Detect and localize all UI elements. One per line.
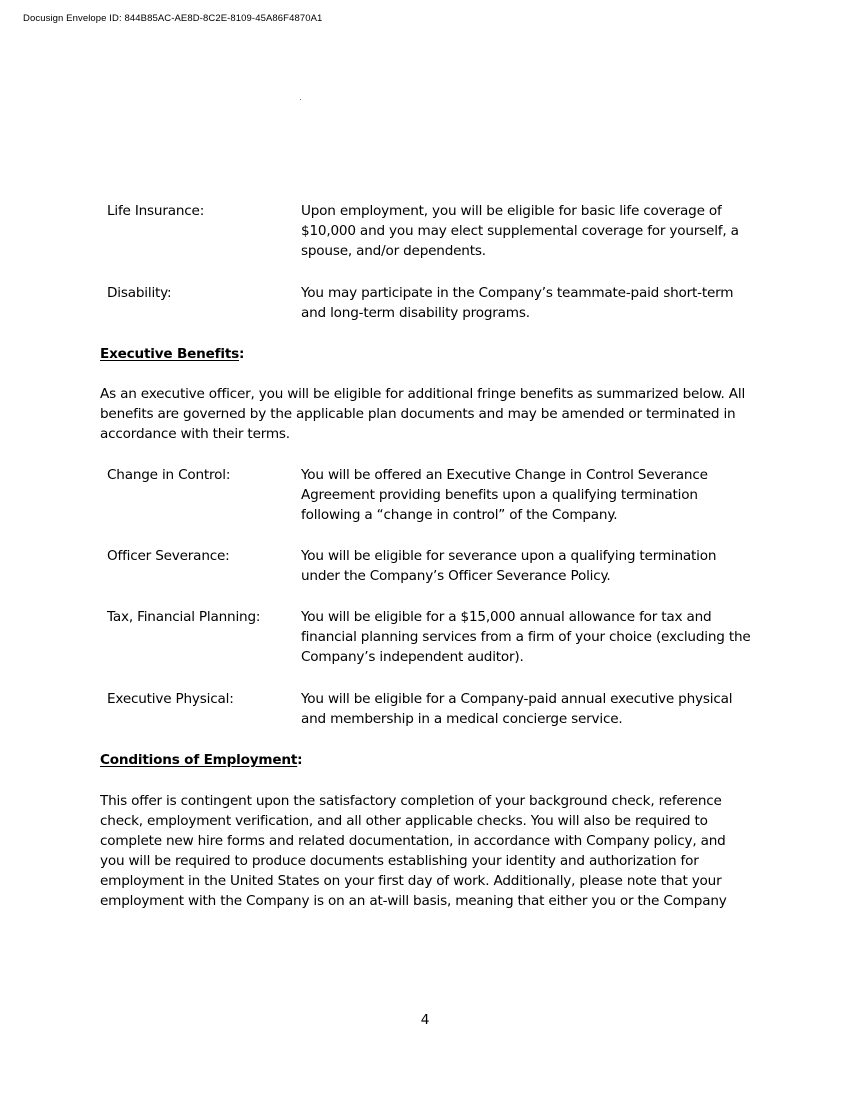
section-heading-label: Conditions of Employment xyxy=(100,752,298,768)
benefit-term: Disability: xyxy=(107,285,172,301)
benefit-description: You will be offered an Executive Change in Control Severance Agreement providing benefits upon a qualifying termination following a “change in control” of the Company. xyxy=(301,467,708,523)
benefit-term: Executive Physical: xyxy=(107,691,234,707)
benefit-description: Upon employment, you will be eligible for basic life coverage of $10,000 and you may elect supplemental coverage for yourself, a spouse, and/or dependents. xyxy=(301,203,739,259)
section-heading-colon: : xyxy=(297,752,303,768)
benefit-description: You will be eligible for a $15,000 annual allowance for tax and financial planning services from a firm of your choice (excluding the Company’s independent auditor). xyxy=(301,609,751,665)
benefit-term: Change in Control: xyxy=(107,467,231,483)
stray-mark xyxy=(300,99,301,100)
envelope-id-header: Docusign Envelope ID: 844B85AC-AE8D-8C2E-8109-45A86F4870A1 xyxy=(23,13,323,24)
section-heading-executive-benefits xyxy=(100,344,244,364)
benefit-term: Officer Severance: xyxy=(107,548,230,564)
conditions-paragraph: This offer is contingent upon the satisfactory completion of your background check, reference check, employment verification, and all other applicable checks. You will also be required to complete new hire forms and related documentation, in accordance with Company policy, and you will be required to produce documents establishing your identity and authorization for employment in the United States on your first day of work. Additionally, please note that your employment with the Company is on an at-will basis, meaning that either you or the Company xyxy=(100,793,727,909)
executive-benefits-intro: As an executive officer, you will be eligible for additional fringe benefits as summarized below. All benefits are governed by the applicable plan documents and may be amended or terminated in accordance with their terms. xyxy=(100,386,746,442)
benefit-description: You will be eligible for a Company-paid annual executive physical and membership in a medical concierge service. xyxy=(301,691,733,727)
benefit-term: Tax, Financial Planning: xyxy=(107,609,261,625)
benefit-description: You may participate in the Company’s teammate-paid short-term and long-term disability programs. xyxy=(301,285,734,321)
section-heading-colon: : xyxy=(239,346,245,362)
page-number: 4 xyxy=(420,1012,430,1028)
benefit-term: Life Insurance: xyxy=(107,203,205,219)
benefit-description: You will be eligible for severance upon a qualifying termination under the Company’s Officer Severance Policy. xyxy=(301,548,717,584)
section-heading-label: Executive Benefits xyxy=(100,346,240,362)
section-heading-conditions-of-employment xyxy=(100,750,302,770)
